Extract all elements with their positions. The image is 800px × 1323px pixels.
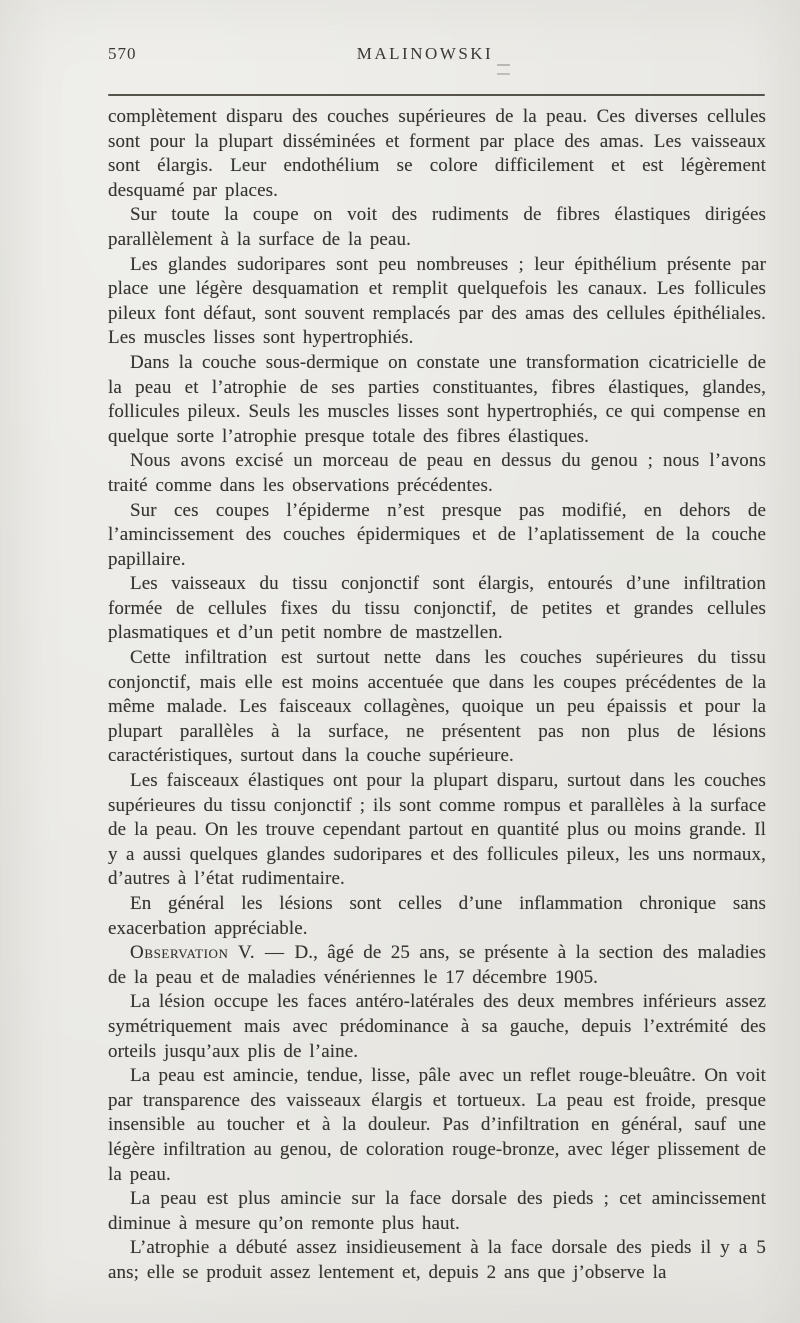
paragraph: Sur ces coupes l’épiderme n’est presque pas modifié, en dehors de l’amincissement des couches épidermiques et de l’aplatissement de la couche papillaire. (108, 499, 766, 570)
body-text (108, 105, 766, 1286)
paragraph: complètement disparu des couches supérieures de la peau. Ces diverses cellules sont pour la plupart disséminées et forment par place des amas. Les vaisseaux sont élargis. Leur endothélium se colore difficilement et est légèrement desquamé par places. (108, 106, 766, 201)
paragraph: Nous avons excisé un morceau de peau en dessus du genou ; nous l’avons traité comme dans les observations précédentes. (108, 450, 766, 496)
paragraph: Les glandes sudoripares sont peu nombreuses ; leur épithélium présente par place une légère desquamation et remplit quelquefois les canaux. Les follicules pileux font défaut, sont souvent remplacés par des amas des cellules épithéliales. Les muscles lisses sont hypertrophiés. (108, 253, 766, 349)
paragraph: En général les lésions sont celles d’une inflammation chronique sans exacerbation appréciable. (108, 893, 766, 939)
running-header (108, 44, 766, 68)
observation-text: D., âgé de 25 ans, se présente à la section des maladies de la peau et de maladies vénériennes le 17 décembre 1905. (108, 942, 766, 988)
page-number: 570 (108, 44, 137, 63)
paragraph: La peau est plus amincie sur la face dorsale des pieds ; cet amincissement diminue à mesure qu’on remonte plus haut. (108, 1188, 766, 1234)
header-rule (108, 94, 765, 96)
paragraph: Dans la couche sous-dermique on constate une transformation cicatricielle de la peau et l’atrophie de ses parties constituantes, fibres élastiques, glandes, follicules pileux. Seuls les muscles lisses sont hypertrophiés, ce qui compense en quelque sorte l’atrophie presque totale des fibres élastiques. (108, 351, 766, 447)
paragraph: L’atrophie a débuté assez insidieusement à la face dorsale des pieds il y a 5 ans; elle se produit assez lentement et, depuis 2 ans que j’observe la (108, 1237, 766, 1283)
paragraph: Les faisceaux élastiques ont pour la plupart disparu, surtout dans les couches supérieures du tissu conjonctif ; ils sont comme rompus et parallèles à la surface de la peau. On les trouve cependant partout en quantité plus ou moins grande. Il y a aussi quelques glandes sudoripares et des follicules pileux, les uns normaux, d’autres à l’état rudimentaire. (108, 770, 766, 890)
paragraph: Sur toute la coupe on voit des rudiments de fibres élastiques dirigées parallèlement à la surface de la peau. (108, 204, 766, 250)
observation-paragraph (108, 941, 766, 990)
paragraph: Cette infiltration est surtout nette dans les couches supérieures du tissu conjonctif, mais elle est moins accentuée que dans les coupes précédentes de la même malade. Les faisceaux collagènes, quoique un peu épaissis et pour la plupart parallèles à la surface, ne présentent pas non plus de lésions caractéristiques, surtout dans la couche supérieure. (108, 647, 766, 767)
paragraph: La lésion occupe les faces antéro-latérales des deux membres inférieurs assez symétriquement mais avec prédominance à sa gauche, depuis l’extrémité des orteils jusqu’aux plis de l’aine. (108, 991, 766, 1062)
running-head-title: MALINOWSKI (356, 44, 494, 63)
paragraph: La peau est amincie, tendue, lisse, pâle avec un reflet rouge-bleuâtre. On voit par transparence des vaisseaux élargis et tortueux. La peau est froide, presque insensible au toucher et à la douleur. Pas d’infiltration en général, sauf une légère infiltration au genou, de coloration rouge-bronze, avec léger plissement de la peau. (108, 1065, 766, 1185)
paragraph: Les vaisseaux du tissu conjonctif sont élargis, entourés d’une infiltration formée de cellules fixes du tissu conjonctif, de petites et grandes cellules plasmatiques et d’un petit nombre de mastzellen. (108, 573, 766, 644)
observation-lead: Observation V. — (130, 942, 295, 964)
print-smudge-artifact (497, 64, 510, 75)
